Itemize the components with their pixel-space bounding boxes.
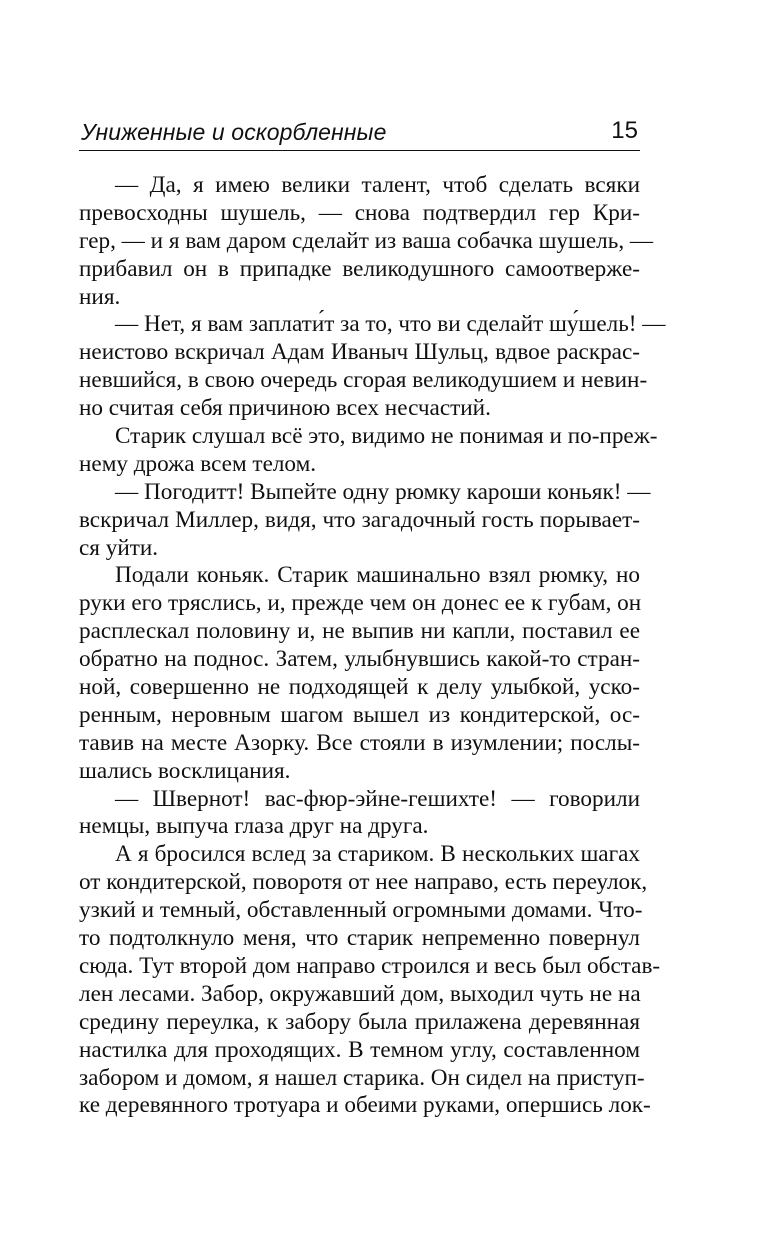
- text-line: ной, совершенно не подходящей к делу улыбкой, уско-: [79, 674, 640, 701]
- text-line: нему дрожа всем телом.: [79, 450, 317, 477]
- paragraph: [79, 172, 654, 311]
- text-line: прибавил он в припадке великодушного самоотверже-: [79, 255, 640, 282]
- text-line: средину переулка, к забору была прилажена деревянная: [79, 1008, 640, 1035]
- paragraph: [79, 423, 658, 479]
- text-line: обратно на поднос. Затем, улыбнувшись какой-то стран-: [79, 646, 640, 673]
- text-line: Подали коньяк. Старик машинально взял рюмку, но: [115, 562, 640, 589]
- text-line: превосходны шушель, — снова подтвердил гер Кри-: [79, 199, 640, 226]
- book-title: Униженные и оскорбленные: [81, 119, 387, 145]
- book-page: [79, 0, 666, 1240]
- text-line: Старик слушал всё это, видимо не понимая и по-преж-: [115, 423, 658, 450]
- text-line: вскричал Миллер, видя, что загадочный гость порывает-: [79, 506, 640, 533]
- text-line: но считая себя причиною всех несчастий.: [79, 395, 491, 422]
- text-line: — Швернот! вас-фюр-эйне-гешихте! — говорили: [115, 785, 640, 812]
- text-line: гер, — и я вам даром сделайт из ваша собачка шушель, —: [79, 227, 654, 254]
- page-number: 15: [611, 117, 638, 144]
- paragraph: [79, 786, 640, 842]
- text-line: ся уйти.: [79, 534, 159, 561]
- text-line: А я бросился вслед за стариком. В нескольких шагах: [115, 841, 640, 868]
- text-line: немцы, выпуча глаза друг на друга.: [79, 813, 429, 840]
- text-line: тавив на месте Азорку. Все стояли в изумлении; послы-: [79, 729, 640, 756]
- text-line: — Да, я имею велики талент, чтоб сделать всяки: [115, 172, 640, 198]
- text-line: руки его тряслись, и, прежде чем он донес ее к губам, он: [79, 590, 642, 617]
- paragraph: [79, 478, 651, 563]
- running-head: [79, 114, 640, 151]
- text-line: шались восклицания.: [79, 757, 291, 784]
- text-line: от кондитерской, поворотя от нее направо, есть переулок,: [79, 869, 648, 896]
- text-line: узкий и темный, обставленный огромными домами. Что-: [79, 897, 643, 924]
- text-line: — Нет, я вам заплати́т за то, что ви сделайт шу́шель! —: [115, 311, 666, 338]
- text-line: неистово вскричал Адам Иваныч Шульц, вдвое раскрас-: [79, 339, 640, 366]
- text-line: то подтолкнуло меня, что старик непременно повернул: [79, 925, 640, 952]
- text-line: ренным, неровным шагом вышел из кондитерской, ос-: [79, 701, 640, 728]
- text-line: сюда. Тут второй дом направо строился и весь был обстав-: [79, 952, 661, 979]
- text-line: невшийся, в свою очередь сгорая великодушием и невин-: [79, 367, 648, 394]
- paragraph: [79, 311, 666, 423]
- text-line: — Погодитт! Выпейте одну рюмку кароши коньяк! —: [115, 478, 651, 505]
- text-line: настилка для проходящих. В темном углу, составленном: [79, 1036, 640, 1063]
- text-line: ния.: [79, 283, 121, 310]
- paragraph: [79, 841, 661, 1120]
- text-body: [79, 172, 666, 1120]
- paragraph: [79, 562, 640, 785]
- text-line: лен лесами. Забор, окружавший дом, выходил чуть не на: [79, 980, 641, 1007]
- text-line: расплескал половину и, не выпив ни капли, поставил ее: [79, 618, 640, 645]
- text-line: забором и домом, я нашел старика. Он сидел на приступ-: [79, 1064, 645, 1091]
- text-line: ке деревянного тротуара и обеими руками, опершись лок-: [79, 1092, 651, 1119]
